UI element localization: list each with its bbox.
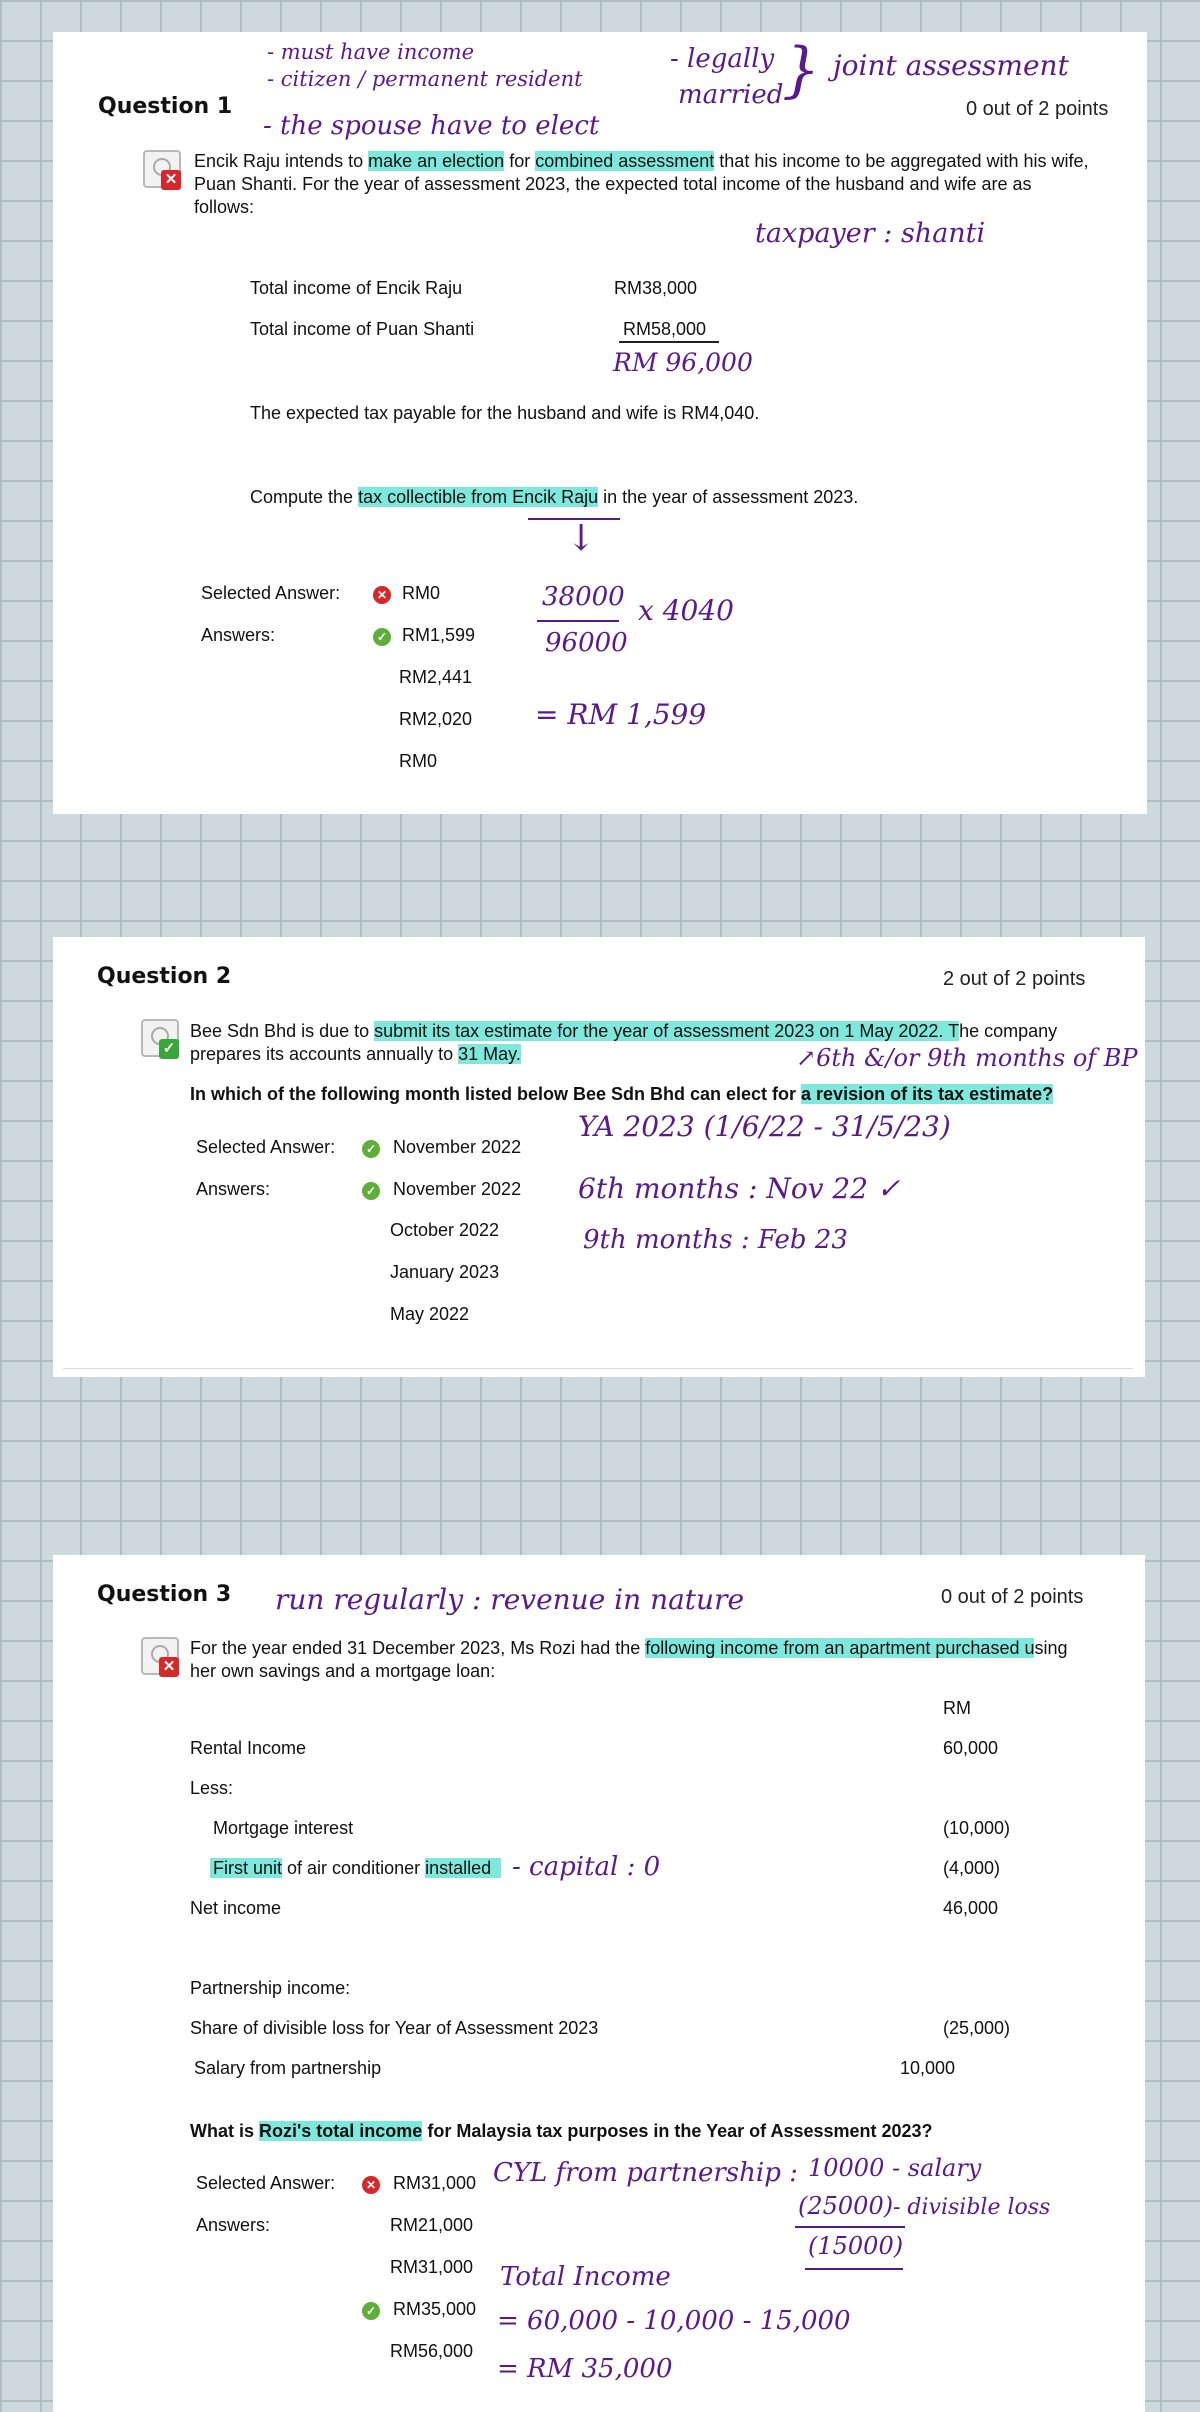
question-1-text-line1: Encik Raju intends to make an election for combined assessment that his income to be aggregated with his wife, bbox=[194, 151, 1089, 171]
handwritten-note: - capital : 0 bbox=[512, 1852, 661, 1882]
correct-question-icon: ✓ bbox=[139, 1019, 179, 1059]
selected-answer-value: RM0 bbox=[402, 583, 441, 603]
handwritten-note: 10000 - salary bbox=[808, 2154, 982, 2182]
fraction-bar bbox=[537, 620, 619, 622]
handwritten-note: Total Income bbox=[500, 2262, 671, 2292]
correct-icon: ✓ bbox=[362, 1182, 380, 1200]
net-income-value: 46,000 bbox=[943, 1898, 999, 1918]
question-3-title: Question 3 bbox=[97, 1582, 232, 1607]
incorrect-question-icon: ✕ bbox=[139, 1637, 179, 1677]
selected-answer-label: Selected Answer: bbox=[201, 583, 341, 603]
down-arrow-icon: ↓ bbox=[566, 518, 597, 559]
handwritten-note: 38000 bbox=[542, 582, 625, 612]
handwritten-note: 96000 bbox=[545, 628, 628, 658]
expected-tax-text: The expected tax payable for the husband and wife is RM4,040. bbox=[250, 403, 760, 423]
handwritten-note: (25000) bbox=[798, 2192, 894, 2220]
answer-option: RM31,000 bbox=[390, 2257, 474, 2277]
question-2-text-line2: prepares its accounts annually to 31 May. bbox=[190, 1044, 521, 1064]
incorrect-icon: ✕ bbox=[362, 2176, 380, 2194]
handwritten-note: ↗6th &/or 9th months of BP bbox=[796, 1044, 1138, 1072]
answer-option: RM2,020 bbox=[399, 709, 473, 729]
correct-icon: ✓ bbox=[362, 2302, 380, 2320]
income-raju-label: Total income of Encik Raju bbox=[250, 278, 463, 298]
answer-option: May 2022 bbox=[390, 1304, 470, 1324]
handwritten-note: x 4040 bbox=[638, 594, 734, 627]
net-income-label: Net income bbox=[190, 1898, 282, 1918]
answer-option: RM21,000 bbox=[390, 2215, 474, 2235]
divisible-loss-label: Share of divisible loss for Year of Assessment 2023 bbox=[190, 2018, 599, 2038]
question-1-card bbox=[53, 32, 1147, 814]
handwritten-note: married bbox=[678, 80, 784, 110]
question-1-points: 0 out of 2 points bbox=[966, 98, 1109, 120]
answer-option: RM2,441 bbox=[399, 667, 473, 687]
total-underline bbox=[619, 341, 719, 343]
handwritten-note: joint assessment bbox=[833, 49, 1069, 82]
less-label: Less: bbox=[190, 1778, 234, 1798]
handwritten-note: = RM 1,599 bbox=[535, 698, 707, 731]
rental-income-value: 60,000 bbox=[943, 1738, 999, 1758]
selected-answer-value: November 2022 bbox=[393, 1137, 522, 1157]
mortgage-interest-label: Mortgage interest bbox=[213, 1818, 354, 1838]
partnership-income-label: Partnership income: bbox=[190, 1978, 351, 1998]
income-shanti-label: Total income of Puan Shanti bbox=[250, 319, 475, 339]
answer-option: RM56,000 bbox=[390, 2341, 474, 2361]
handwritten-note: CYL from partnership : bbox=[493, 2158, 798, 2188]
handwritten-note: - divisible loss bbox=[893, 2195, 1051, 2220]
answers-label: Answers: bbox=[196, 1179, 271, 1199]
handwritten-note: - citizen / permanent resident bbox=[267, 67, 583, 91]
handwritten-note: - legally bbox=[670, 44, 775, 74]
handwritten-note: run regularly : revenue in nature bbox=[275, 1583, 745, 1616]
handwritten-note: - the spouse have to elect bbox=[263, 111, 600, 141]
handwritten-note: 6th months : Nov 22 ✓ bbox=[578, 1172, 901, 1205]
question-1-title: Question 1 bbox=[98, 94, 233, 119]
answer-option: January 2023 bbox=[390, 1262, 500, 1282]
question-2-text-line1: Bee Sdn Bhd is due to submit its tax estimate for the year of assessment 2023 on 1 May 2022. The company bbox=[190, 1021, 1058, 1041]
air-conditioner-label: First unit of air conditioner installed bbox=[210, 1857, 501, 1879]
divisible-loss-value: (25,000) bbox=[943, 2018, 1011, 2038]
question-2-title: Question 2 bbox=[97, 964, 232, 989]
mortgage-interest-value: (10,000) bbox=[943, 1818, 1011, 1838]
handwritten-note: = 60,000 - 10,000 - 15,000 bbox=[497, 2306, 851, 2336]
income-shanti-value: RM58,000 bbox=[623, 319, 707, 339]
brace-icon: } bbox=[782, 35, 821, 105]
rental-income-label: Rental Income bbox=[190, 1738, 307, 1758]
handwritten-note: RM 96,000 bbox=[613, 348, 753, 377]
air-conditioner-value: (4,000) bbox=[943, 1858, 1001, 1878]
question-2-prompt: In which of the following month listed below Bee Sdn Bhd can elect for a revision of its tax estimate? bbox=[190, 1084, 1054, 1104]
correct-icon: ✓ bbox=[362, 1140, 380, 1158]
question-2-points: 2 out of 2 points bbox=[943, 968, 1086, 990]
partnership-salary-value: 10,000 bbox=[900, 2058, 956, 2078]
selected-answer-label: Selected Answer: bbox=[196, 1137, 336, 1157]
selected-answer-label: Selected Answer: bbox=[196, 2173, 336, 2193]
handwritten-note: - must have income bbox=[267, 40, 475, 64]
handwritten-note: taxpayer : shanti bbox=[755, 218, 986, 249]
sum-line bbox=[795, 2226, 905, 2228]
sum-line bbox=[805, 2268, 903, 2270]
handwritten-note: (15000) bbox=[808, 2232, 904, 2260]
partnership-salary-label: Salary from partnership bbox=[194, 2058, 382, 2078]
handwritten-note: 9th months : Feb 23 bbox=[583, 1225, 848, 1255]
answers-label: Answers: bbox=[201, 625, 276, 645]
question-1-text-line2: Puan Shanti. For the year of assessment 2023, the expected total income of the husband and wife are as bbox=[194, 174, 1032, 194]
question-2-card bbox=[53, 937, 1145, 1377]
incorrect-question-icon: ✕ bbox=[141, 150, 181, 190]
answer-option: October 2022 bbox=[390, 1220, 500, 1240]
correct-icon: ✓ bbox=[373, 628, 391, 646]
compute-question: Compute the tax collectible from Encik Raju in the year of assessment 2023. bbox=[250, 487, 859, 507]
question-1-text-line3: follows: bbox=[194, 197, 255, 217]
answer-option: RM1,599 bbox=[402, 625, 476, 645]
column-header: RM bbox=[943, 1698, 971, 1718]
handwritten-note: = RM 35,000 bbox=[497, 2354, 673, 2384]
answer-option: RM0 bbox=[399, 751, 438, 771]
question-3-text-line2: her own savings and a mortgage loan: bbox=[190, 1661, 496, 1681]
answers-label: Answers: bbox=[196, 2215, 271, 2235]
answer-option: November 2022 bbox=[393, 1179, 522, 1199]
divider bbox=[63, 1368, 1133, 1369]
question-3-prompt: What is Rozi's total income for Malaysia tax purposes in the Year of Assessment 2023? bbox=[190, 2121, 933, 2141]
answer-option: RM35,000 bbox=[393, 2299, 477, 2319]
question-3-points: 0 out of 2 points bbox=[941, 1586, 1084, 1608]
incorrect-icon: ✕ bbox=[373, 586, 391, 604]
income-raju-value: RM38,000 bbox=[614, 278, 698, 298]
handwritten-note: YA 2023 (1/6/22 - 31/5/23) bbox=[578, 1110, 951, 1143]
question-3-text-line1: For the year ended 31 December 2023, Ms Rozi had the following income from an apartment purchased using bbox=[190, 1638, 1068, 1658]
selected-answer-value: RM31,000 bbox=[393, 2173, 477, 2193]
